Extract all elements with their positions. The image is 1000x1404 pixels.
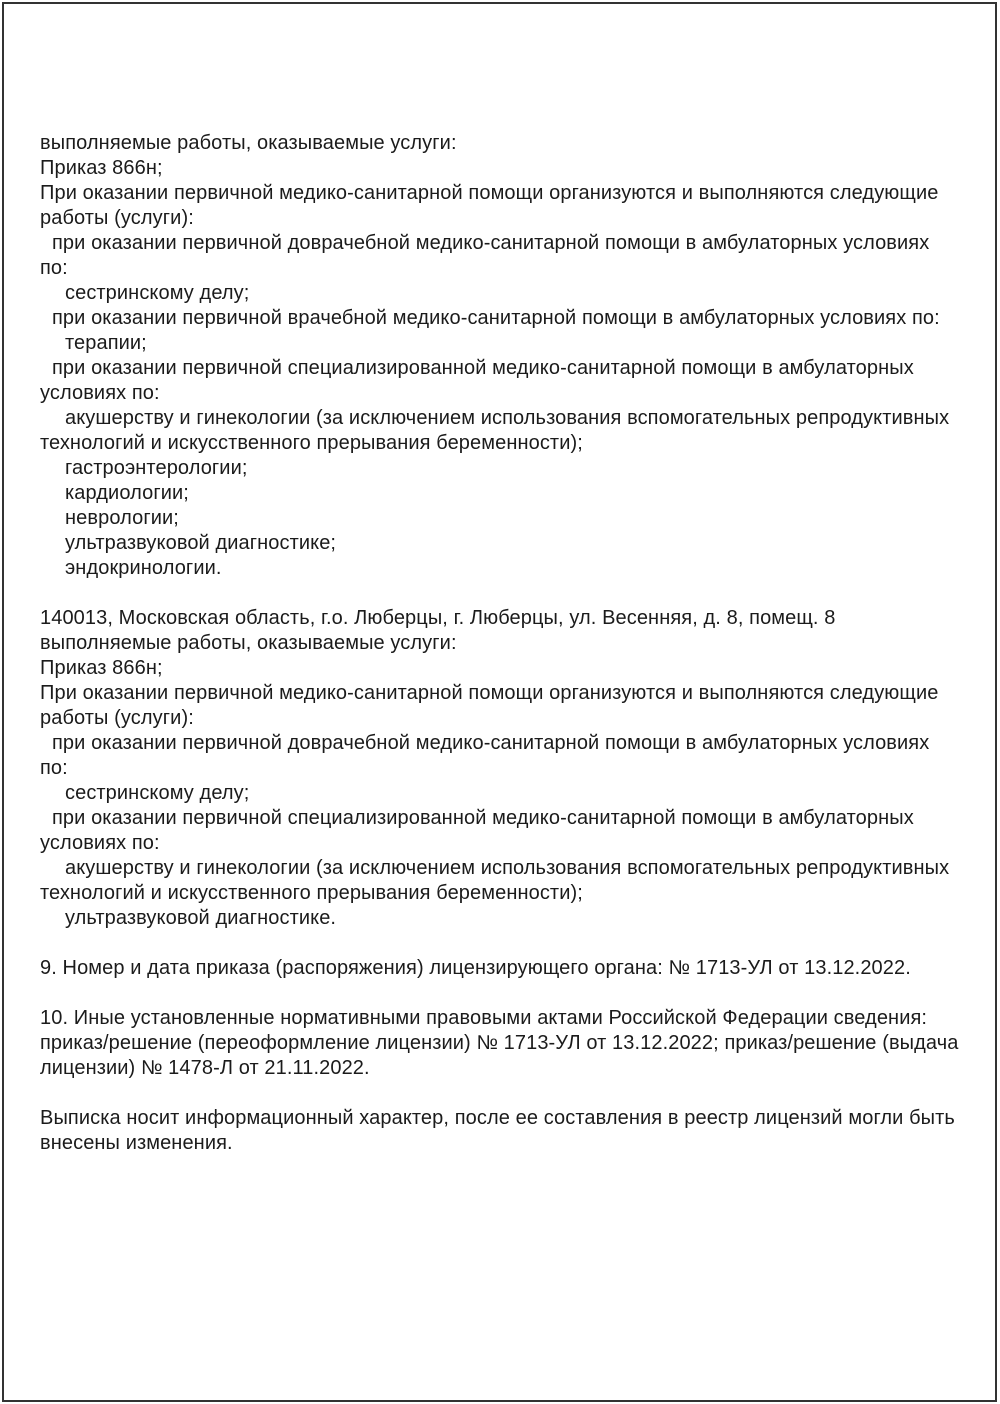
text-line: гастроэнтерологии; (65, 457, 248, 479)
text-line: при оказании первичной доврачебной медико-санитарной помощи в амбулаторных условиях (52, 232, 930, 254)
text-line: условиях по: (40, 382, 160, 404)
text-line: терапии; (65, 332, 147, 354)
text-line: технологий и искусственного прерывания беременности); (40, 432, 583, 454)
text-line: работы (услуги): (40, 207, 194, 229)
text-line: выполняемые работы, оказываемые услуги: (40, 132, 457, 154)
text-line: ультразвуковой диагностике. (65, 907, 337, 929)
text-line: лицензии) № 1478-Л от 21.11.2022. (40, 1057, 370, 1079)
document-page (2, 2, 997, 1402)
text-line: 140013, Московская область, г.о. Люберцы, г. Люберцы, ул. Весенняя, д. 8, помещ. 8 (40, 607, 836, 629)
blank-line (40, 1081, 964, 1106)
blank-line (40, 931, 964, 956)
text-line: Выписка носит информационный характер, после ее составления в реестр лицензий могли быть (40, 1107, 955, 1129)
text-line: акушерству и гинекологии (за исключением использования вспомогательных репродуктивных (65, 407, 950, 429)
text-line: 10. Иные установленные нормативными правовыми актами Российской Федерации сведения: (40, 1007, 928, 1029)
document-text-block (40, 131, 964, 1156)
text-line: при оказании первичной специализированной медико-санитарной помощи в амбулаторных (52, 357, 914, 379)
text-line: при оказании первичной врачебной медико-санитарной помощи в амбулаторных условиях по: (52, 307, 940, 329)
text-line: При оказании первичной медико-санитарной помощи организуются и выполняются следующие (40, 182, 939, 204)
blank-line (40, 581, 964, 606)
text-line: кардиологии; (65, 482, 189, 504)
blank-line (40, 981, 964, 1006)
text-line: неврологии; (65, 507, 179, 529)
text-line: работы (услуги): (40, 707, 194, 729)
text-line: сестринскому делу; (65, 782, 250, 804)
text-line: приказ/решение (переоформление лицензии) № 1713-УЛ от 13.12.2022; приказ/решение (выдача (40, 1032, 959, 1054)
text-line: ультразвуковой диагностике; (65, 532, 337, 554)
text-line: при оказании первичной доврачебной медико-санитарной помощи в амбулаторных условиях (52, 732, 930, 754)
text-line: Приказ 866н; (40, 157, 163, 179)
text-line: по: (40, 257, 68, 279)
text-line: При оказании первичной медико-санитарной помощи организуются и выполняются следующие (40, 682, 939, 704)
text-line: Приказ 866н; (40, 657, 163, 679)
text-line: 9. Номер и дата приказа (распоряжения) лицензирующего органа: № 1713-УЛ от 13.12.2022. (40, 957, 911, 979)
text-line: сестринскому делу; (65, 282, 250, 304)
text-line: технологий и искусственного прерывания беременности); (40, 882, 583, 904)
text-line: внесены изменения. (40, 1132, 233, 1154)
text-line: акушерству и гинекологии (за исключением использования вспомогательных репродуктивных (65, 857, 950, 879)
text-line: при оказании первичной специализированной медико-санитарной помощи в амбулаторных (52, 807, 914, 829)
text-line: по: (40, 757, 68, 779)
text-line: выполняемые работы, оказываемые услуги: (40, 632, 457, 654)
text-line: условиях по: (40, 832, 160, 854)
text-line: эндокринологии. (65, 557, 222, 579)
